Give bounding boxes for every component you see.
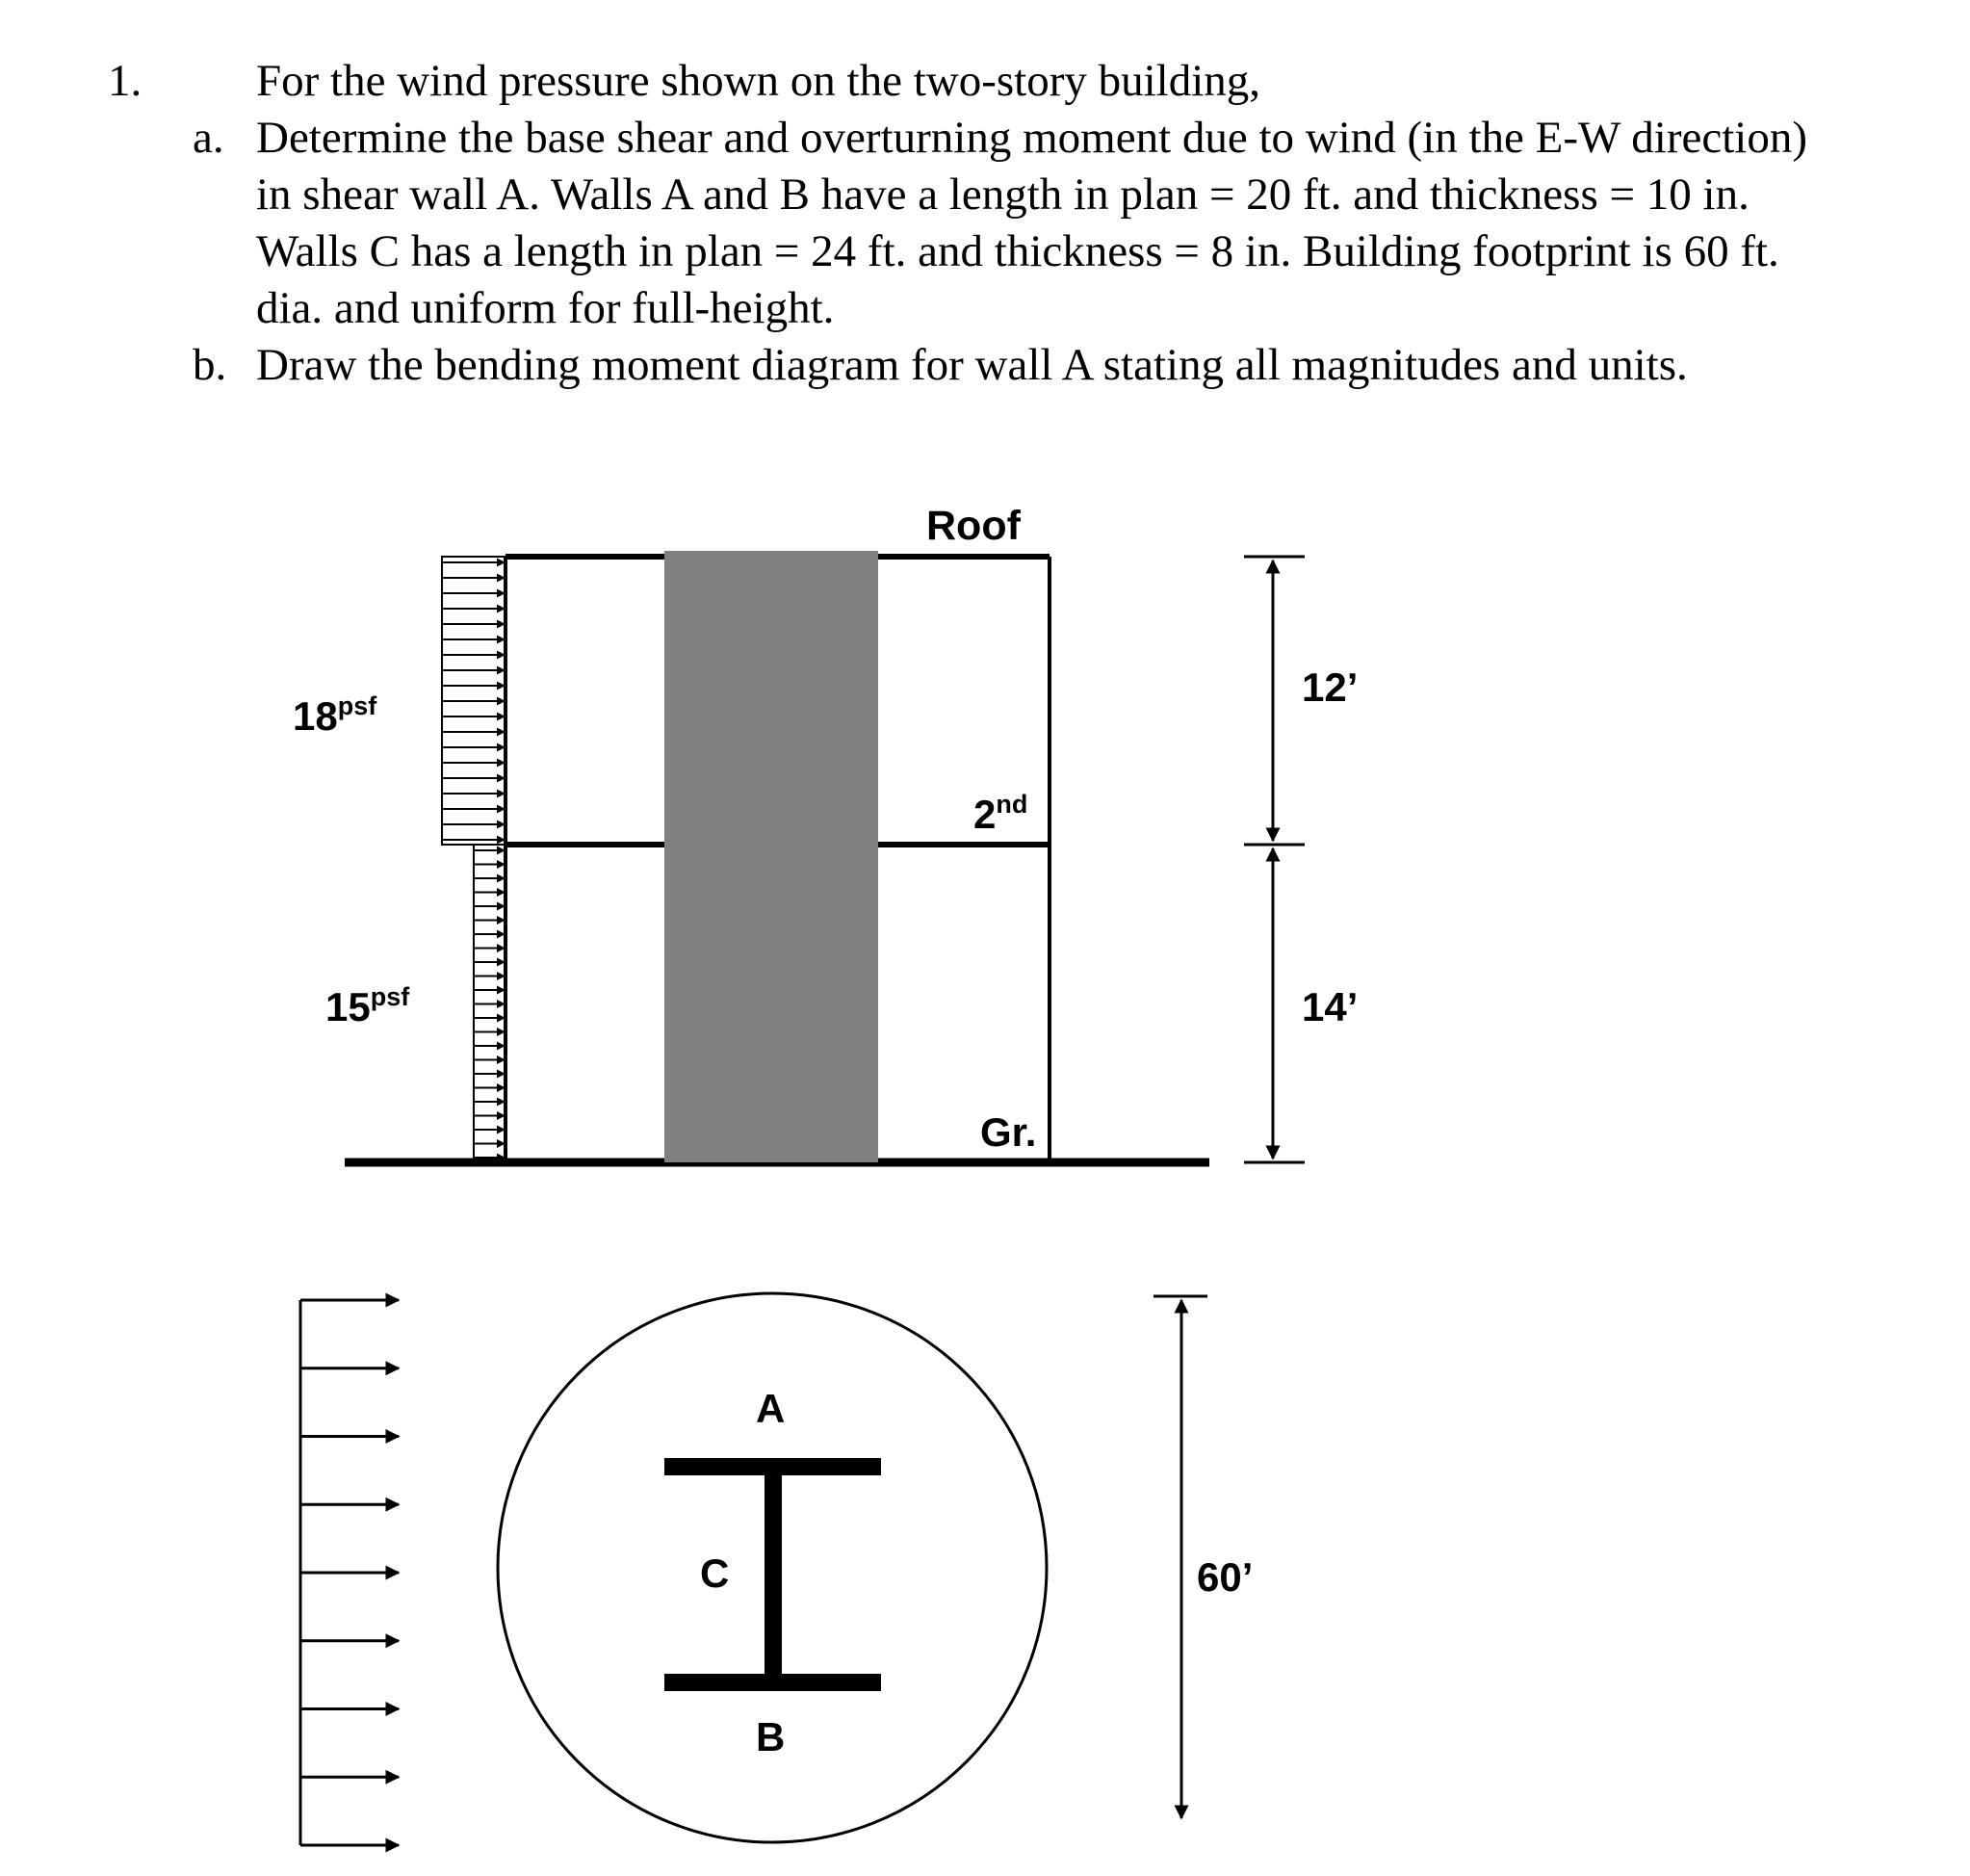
lower-pressure-value: 15 [325,984,371,1029]
lower-pressure-label [325,982,410,1029]
second-level-number: 2 [973,792,997,837]
shear-wall-c [765,1467,782,1682]
wall-b-label: B [756,1714,786,1759]
upper-story-height: 12’ [1302,664,1359,710]
upper-wind-pressure [442,557,505,845]
plan-view [300,1293,1253,1845]
story-height-dimension [1244,557,1358,1162]
diameter-label: 60’ [1197,1554,1254,1600]
elevation-view [293,503,1358,1162]
shear-wall-core [664,551,878,1162]
upper-pressure-value: 18 [293,693,338,739]
second-level-suffix: nd [996,790,1028,819]
plan-wind-load [300,1300,399,1845]
item-marker: a. [193,113,224,163]
upper-pressure-label [293,691,377,739]
item-text: Determine the base shear and overturning moment due to wind (in the E-W direction) in shear wall A. Walls A and B have a length in plan = 20 ft. and thickness = 10 in. Walls C has a length in plan = 24 ft. and thickness = 8 in. Building footprint is 60 ft. dia. and uniform for full-height. [256,113,1807,333]
second-level-label [973,790,1027,837]
ground-level-label: Gr. [980,1109,1037,1155]
plan-wind-arrows [300,1300,399,1845]
wall-c-label: C [700,1550,730,1596]
problem-number: 1. [108,56,143,106]
upper-pressure-arrows [442,562,505,840]
wall-a-label: A [756,1386,786,1431]
roof-level-label: Roof [926,503,1021,549]
item-marker: b. [193,340,227,390]
lower-wind-pressure [474,845,505,1162]
problem-intro: For the wind pressure shown on the two-story building, [256,56,1261,106]
lower-pressure-arrows [474,850,505,1158]
lower-story-height: 14’ [1302,984,1359,1029]
item-text: Draw the bending moment diagram for wall A stating all magnitudes and units. [256,340,1688,390]
lower-pressure-unit: psf [370,982,410,1011]
upper-pressure-unit: psf [337,691,377,720]
